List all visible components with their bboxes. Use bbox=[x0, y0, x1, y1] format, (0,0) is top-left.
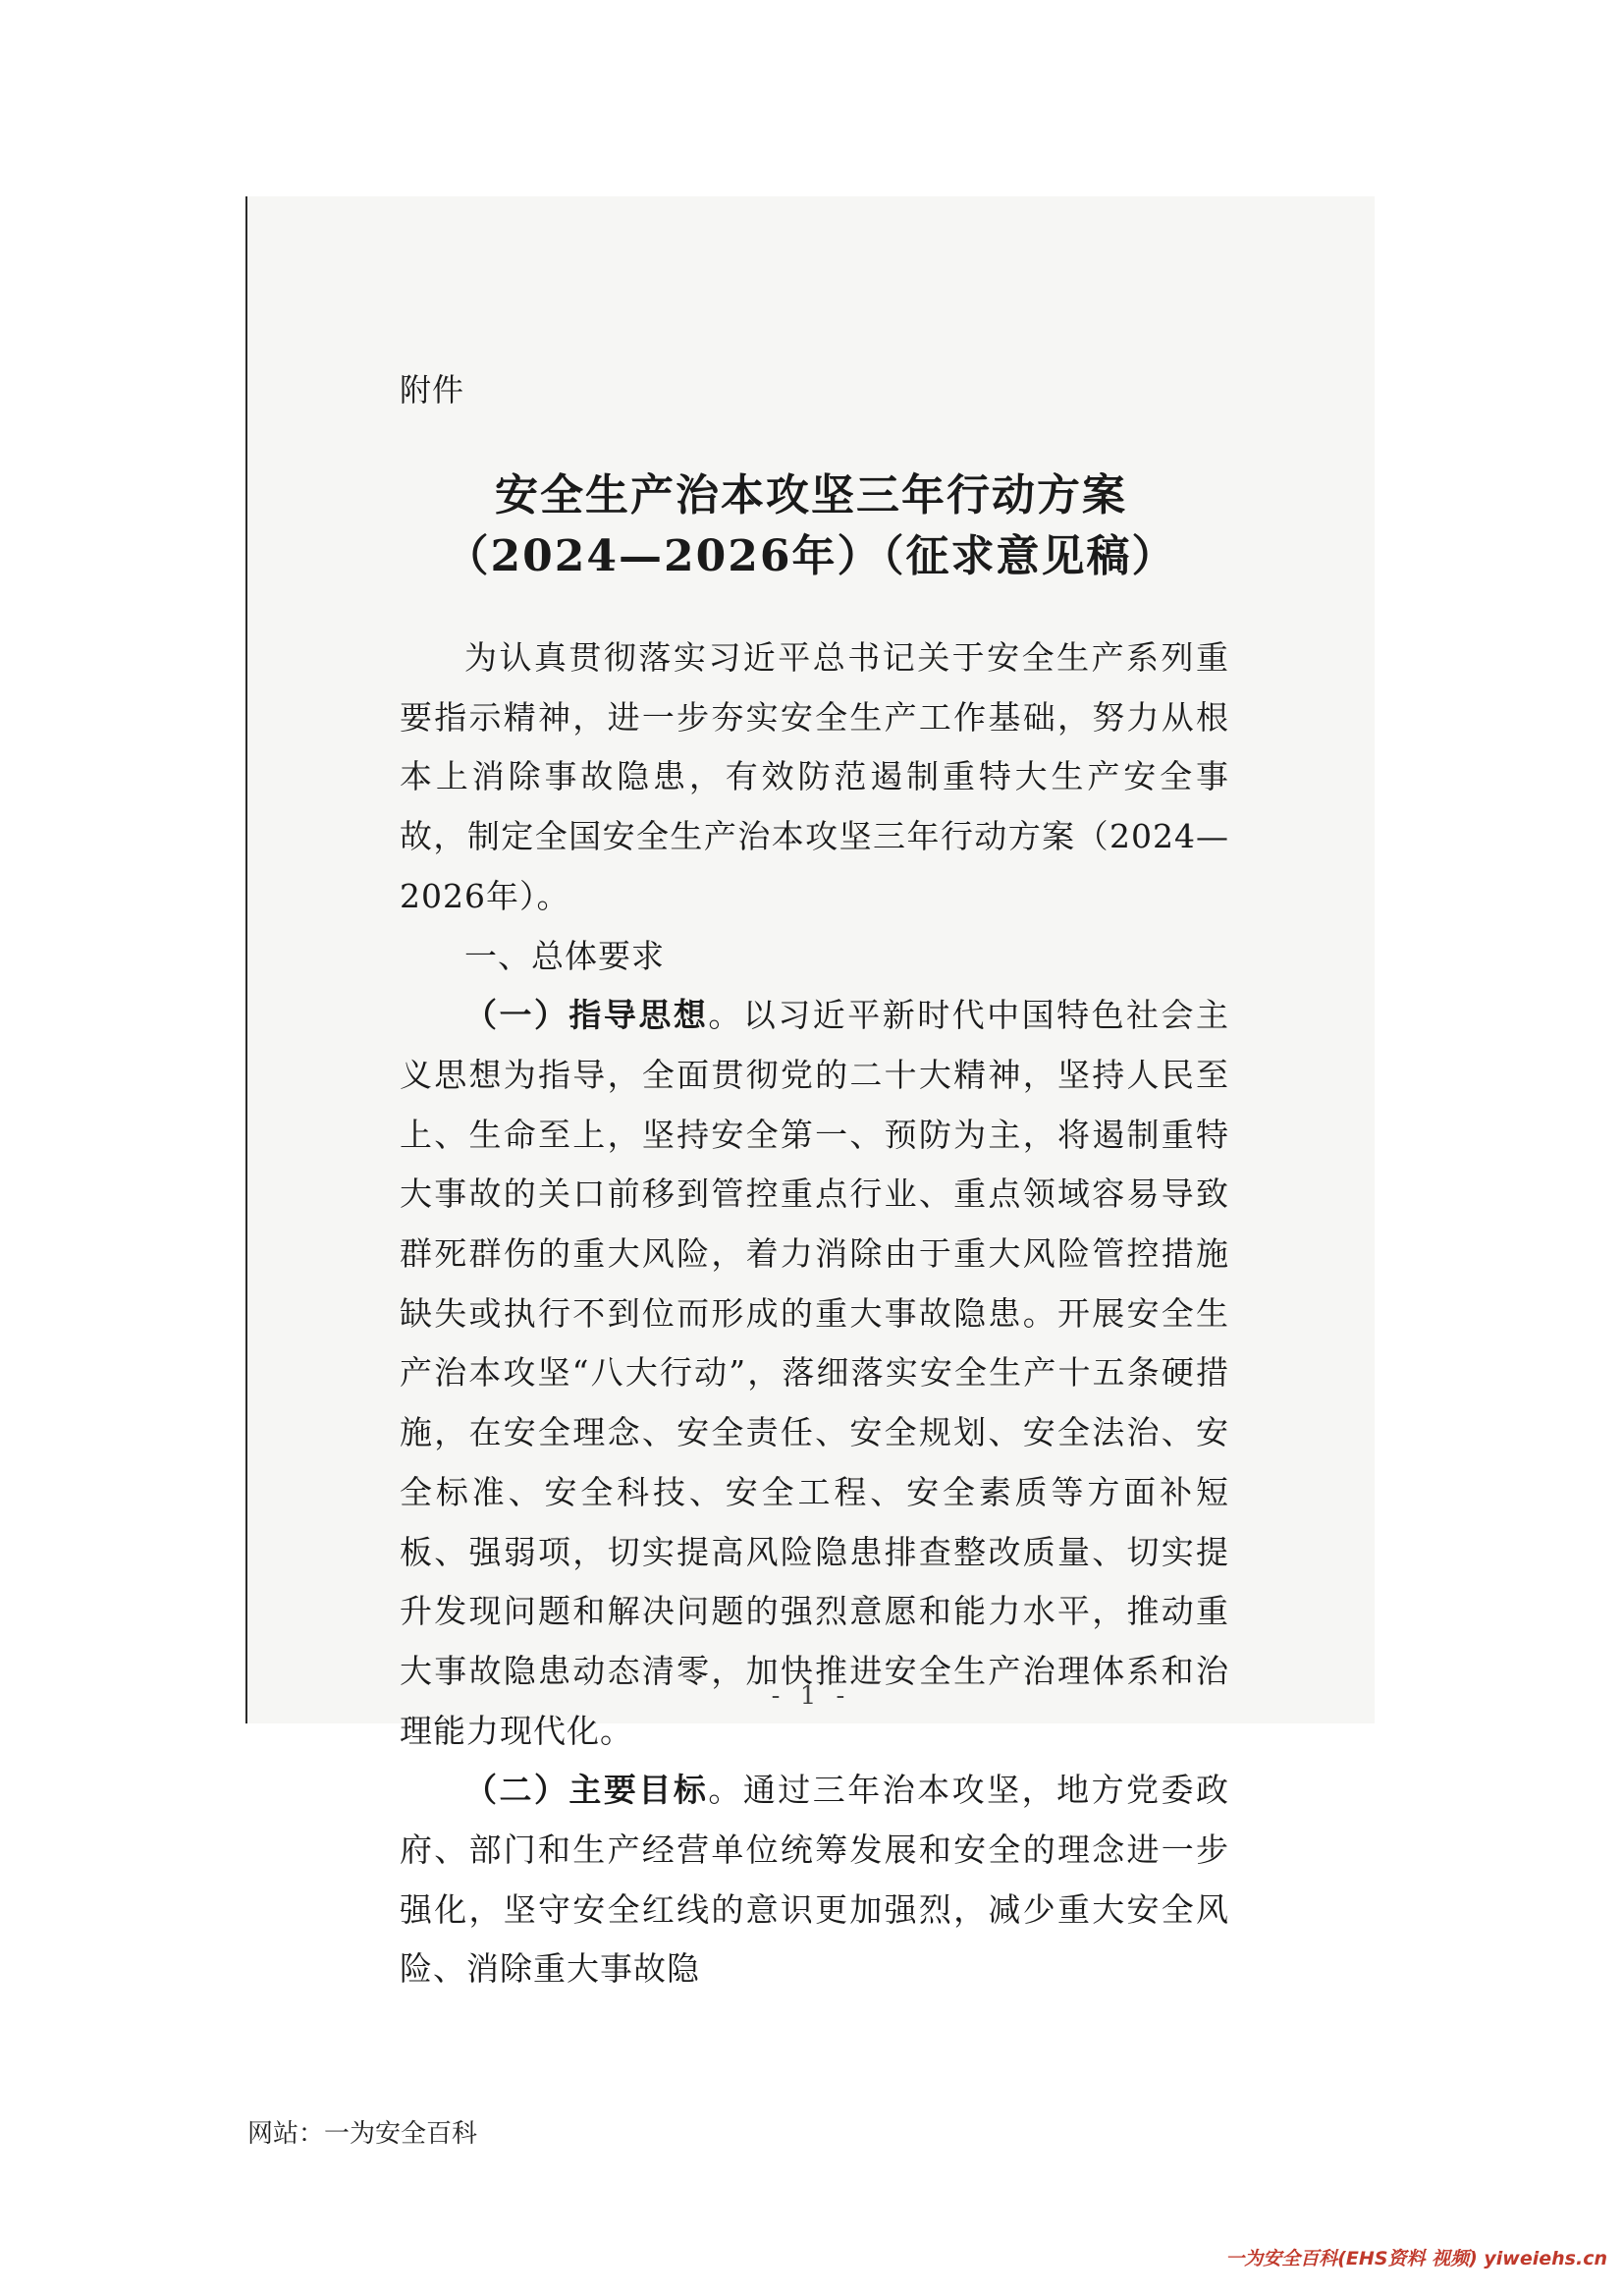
document-title: 安全生产治本攻坚三年行动方案 bbox=[495, 470, 1127, 520]
scanned-page bbox=[245, 196, 1375, 1989]
guiding-paragraph bbox=[400, 986, 1229, 1761]
goals-lead: （二）主要目标 bbox=[464, 1771, 709, 1810]
attachment-label: 附件 bbox=[400, 371, 465, 409]
page-number: - 1 - bbox=[771, 1681, 851, 1711]
section-heading: 一、总体要求 bbox=[464, 936, 665, 975]
watermark: 一为安全百科(EHS资料 视频) yiweiehs.cn bbox=[1225, 2248, 1607, 2269]
goals-paragraph bbox=[400, 1761, 1229, 1999]
intro-paragraph: 为认真贯彻落实习近平总书记关于安全生产系列重要指示精神，进一步夯实安全生产工作基础，努力从根本上消除事故隐患，有效防范遏制重特大生产安全事故，制定全国安全生产治本攻坚三年行动方案（2024—2026年）。 bbox=[400, 638, 1229, 915]
document-subtitle: （2024—2026年）（征求意见稿） bbox=[445, 531, 1177, 581]
goals-text: 。通过三年治本攻坚，地方党委政府、部门和生产经营单位统筹发展和安全的理念进一步强化，坚守安全红线的意识更加强烈，减少重大安全风险、消除重大事故隐 bbox=[400, 1771, 1230, 1989]
website-footer: 网站：一为安全百科 bbox=[247, 2119, 478, 2149]
guiding-lead: （一）指导思想 bbox=[464, 996, 709, 1035]
document-body bbox=[400, 629, 1229, 1999]
guiding-text: 。以习近平新时代中国特色社会主义思想为指导，全面贯彻党的二十大精神，坚持人民至上、生命至上，坚持安全第一、预防为主，将遏制重特大事故的关口前移到管控重点行业、重点领域容易导致群死群伤的重大风险，着力消除由于重大风险管控措施缺失或执行不到位而形成的重大事故隐患。开展安全生产治本攻坚“八大行动”，落细落实安全生产十五条硬措施，在安全理念、安全责任、安全规划、安全法治、安全标准、安全科技、安全工程、安全素质等方面补短板、强弱项，切实提高风险隐患排查整改质量、切实提升发现问题和解决问题的强烈意愿和能力水平，推动重大事故隐患动态清零，加快推进安全生产治理体系和治理能力现代化。 bbox=[400, 996, 1230, 1750]
